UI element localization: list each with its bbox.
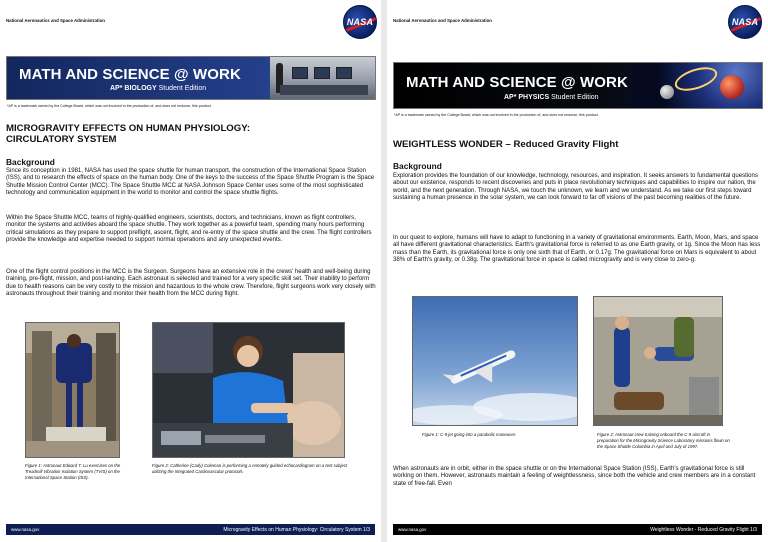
section-heading: Background (393, 161, 442, 171)
banner-space-art (632, 63, 762, 109)
figure-1-photo (412, 296, 578, 426)
trademark-note: *AP is a trademark owned by the College Board, which was not involved in the production of, and does not endorse, this product. (7, 104, 212, 108)
paragraph-1: Since its conception in 1981, NASA has used the space shuttle for human transport, the construction of the International Space Station (ISS), and to research the effects of space on the human body. One of the keys to the success of the Space Shuttle Program is the Space Shuttle Mission Control Center (MCC). The Space Shuttle MCC at NASA Johnson Space Center uses some of the most sophisticated technology and communication equipment in the world to monitor and control the space shuttle flights. (6, 168, 375, 197)
banner-title: MATH AND SCIENCE @ WORK (19, 66, 241, 83)
nasa-logo-icon: NASA (728, 5, 762, 39)
paragraph-1: Exploration provides the foundation of our knowledge, technology, resources, and inspiration. It seeks answers to fundamental questions about our existence, responds to recent discoveries and puts in place revolutionary techniques and capabilities to inspire our nation, the world, and the next generation. Through NASA, we touch the unknown, we learn and we understand. As we take our first steps toward sustaining a human presence in the solar system, we can look forward to far off visions of the past becoming realities of the future. (393, 173, 758, 202)
agency-name: National Aeronautics and Space Administration (6, 18, 105, 23)
agency-name: National Aeronautics and Space Administration (393, 18, 492, 23)
paragraph-2: In our quest to explore, humans will have to adapt to functioning in a variety of gravitational environments. Earth, Moon, Mars, and space all have different gravitational characteristics. Earth's gravitational force is referred to as one Earth gravity, or 1g. Since the Moon has less mass than the Earth, its gravitational force is only one sixth that of Earth, or 0.17g. The gravitational force on Mars is equivalent to about 38% of Earth's gravity, or 0.38g. The gravitational force in space is called microgravity and is very close to zero-g. (393, 235, 761, 264)
figure-1-photo (25, 322, 120, 458)
figure-2-caption: Figure 2: Catherine (Cady) Coleman is performing a remotely guided echocardiogram on a test subject utilizing the Integrated Cardiovascular protocols. (152, 463, 348, 474)
figure-2-photo (152, 322, 345, 458)
paragraph-2: Within the Space Shuttle MCC, teams of highly-qualified engineers, scientists, doctors, and technicians, known as flight controllers, monitor the systems and activities aboard the space shuttle. They work together as a powerful team, spending many hours performing critical simulations as they prepare to support preflight, ascent, flight, and re-entry of the space shuttle and the crew. The flight controllers provide the knowledge and expertise needed to support normal operations and any unexpected events. (6, 215, 372, 244)
header-banner (393, 62, 763, 109)
figure-2-photo (593, 296, 723, 426)
figure-1-caption: Figure 1: C-9 jet going into a parabolic maneuver. (422, 432, 517, 437)
page-footer (6, 524, 375, 535)
biology-page (0, 0, 381, 542)
figure-1-caption: Figure 1: Astronaut Edward T. Lu exercises on the Treadmill Vibration Isolation System (TVIS) on the International Space Station (ISS). (25, 463, 121, 480)
footer-title: Microgravity Effects on Human Physiology: Circulatory System 1/3 (223, 526, 370, 533)
header-banner (6, 56, 376, 100)
nasa-logo-icon: NASA (343, 5, 377, 39)
footer-url[interactable]: www.nasa.gov (11, 527, 40, 532)
trademark-note: *AP is a trademark owned by the College Board, which was not involved in the production of, and does not endorse, this product. (394, 113, 599, 117)
footer-url[interactable]: www.nasa.gov (398, 527, 427, 532)
paragraph-3: One of the flight control positions in the MCC is the Surgeon. Surgeons have an extensive role in the crews' health and well-being during training, pre-flight, mission, and post-landing. Each astronaut is selected and trained for a very specific skill set. Their inability to perform due to health reasons can be very costly to the mission and hazardous to the whole crew. Therefore, flight surgeons work very closely with astronauts throughout their training and monitor their health from the MCC during flight. (6, 269, 376, 298)
footer-title: Weightless Wonder - Reduced Gravity Flight 1/3 (650, 526, 757, 533)
page-title: MICROGRAVITY EFFECTS ON HUMAN PHYSIOLOGY: CIRCULATORY SYSTEM (6, 123, 251, 145)
page-title: WEIGHTLESS WONDER – Reduced Gravity Flight (393, 139, 619, 150)
banner-edition: AP* PHYSICS Student Edition (504, 94, 599, 101)
page-footer (393, 524, 762, 535)
paragraph-3: When astronauts are in orbit, either in the space shuttle or on the International Space Station (ISS), Earth's gravitational force is still working on them. However, astronauts maintain a feeling of weightlessness, since both the vehicle and crew members are in a constant state of free-fall. Even (393, 466, 756, 487)
physics-page (387, 0, 768, 542)
figure-2-caption: Figure 2: Astronaut crew training onboard the C-9 aircraft in preparation for the Microgravity Science Laboratory missions flown on the Space Shuttle Columbia in April and July of 1997. (597, 432, 730, 449)
section-heading: Background (6, 157, 55, 167)
banner-edition: AP* BIOLOGY Student Edition (110, 85, 207, 92)
banner-title: MATH AND SCIENCE @ WORK (406, 74, 628, 91)
banner-lab-photo (270, 57, 375, 100)
